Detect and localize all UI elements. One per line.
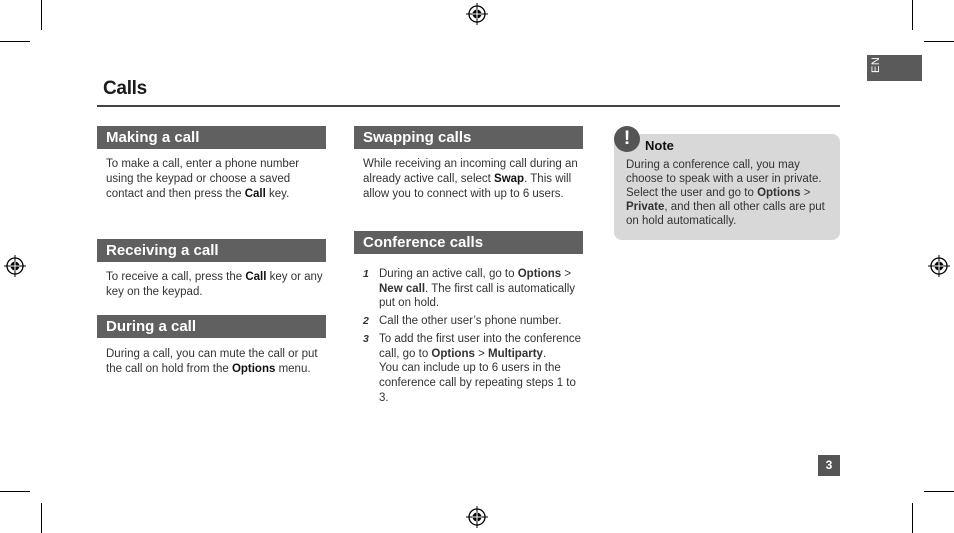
section-text: During a call, you can mute the call or put the call on hold from the Options menu.	[106, 348, 318, 375]
section-heading: Conference calls	[354, 231, 583, 254]
note-text: During a conference call, you may choose to speak with a user in private. Select the user and go to Options > Private, and then all other calls are put on hold automatically.	[626, 159, 825, 227]
section-conference-calls	[354, 231, 583, 405]
registration-mark-icon	[466, 506, 488, 528]
section-heading: Receiving a call	[97, 239, 326, 262]
crop-mark	[0, 491, 30, 492]
registration-mark-icon	[4, 255, 26, 277]
crop-mark	[924, 41, 954, 42]
crop-mark	[0, 41, 30, 42]
crop-mark	[912, 0, 913, 30]
column-left	[97, 126, 326, 377]
list-item: 3 To add the first user into the conference call, go to Options > Multiparty. You can include up to 6 users in the conference call by repeating steps 1 to 3.	[363, 332, 582, 404]
page-number: 3	[818, 455, 840, 476]
list-item: 1 During an active call, go to Options > New call. The first call is automatically put on hold.	[363, 268, 576, 310]
note-label: Note	[645, 138, 674, 153]
crop-mark	[912, 503, 913, 533]
page-title: Calls	[103, 78, 147, 99]
crop-mark	[924, 491, 954, 492]
crop-mark	[41, 503, 42, 533]
language-tab	[867, 55, 922, 81]
steps-list	[354, 267, 583, 405]
registration-mark-icon	[466, 3, 488, 25]
section-heading: Making a call	[97, 126, 326, 149]
crop-mark	[41, 0, 42, 30]
registration-mark-icon	[928, 255, 950, 277]
language-tab-label: EN	[870, 56, 882, 73]
section-making-a-call	[97, 126, 326, 231]
section-heading: Swapping calls	[354, 126, 583, 149]
exclamation-icon: !	[614, 126, 640, 152]
section-text: To receive a call, press the Call key or any key on the keypad.	[106, 271, 323, 298]
title-divider	[97, 105, 840, 107]
list-item: 2 Call the other user’s phone number.	[363, 315, 562, 328]
column-middle	[354, 126, 583, 408]
section-during-a-call	[97, 315, 326, 377]
section-text: While receiving an incoming call during an already active call, select Swap. This will allow you to connect with up to 6 users.	[363, 158, 578, 200]
section-text: To make a call, enter a phone number using the keypad or choose a saved contact and then press the Call key.	[106, 158, 300, 200]
section-heading: During a call	[97, 315, 326, 338]
section-swapping-calls	[354, 126, 583, 231]
section-receiving-a-call	[97, 239, 326, 315]
